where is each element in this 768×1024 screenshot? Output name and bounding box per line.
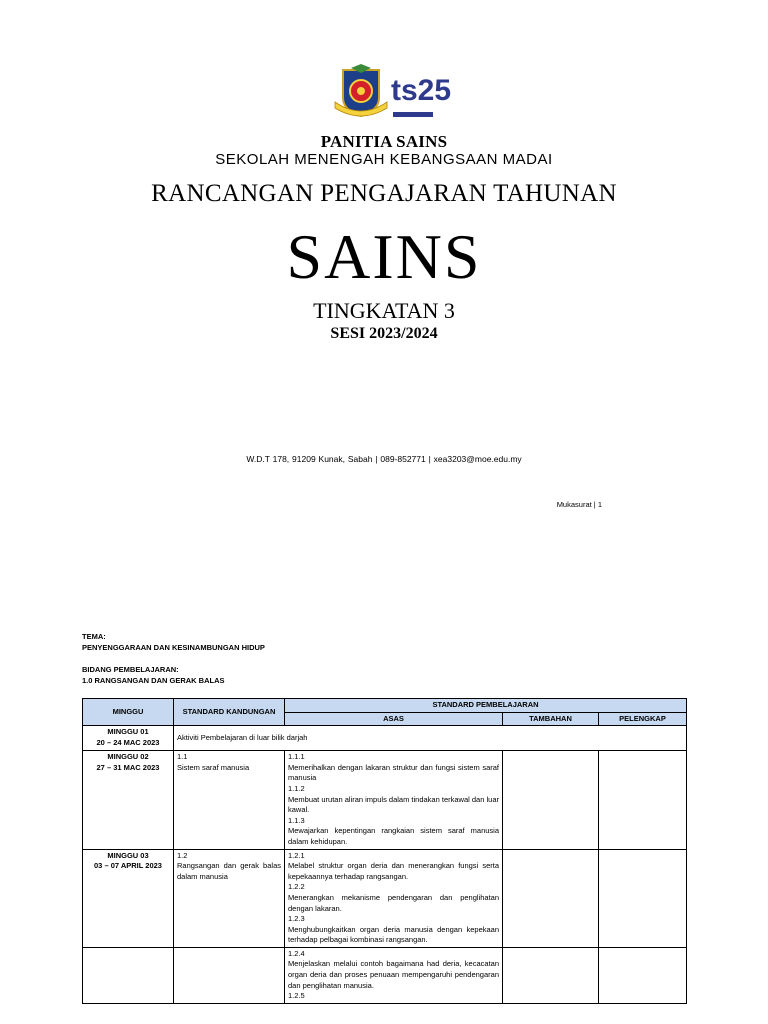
sp-text: Menghubungkaitkan organ deria manusia dengan kepekaan terhadap pelbagai kombinasi rangsangan. (288, 924, 499, 945)
table-row (83, 947, 687, 1003)
session: SESI 2023/2024 (330, 325, 438, 342)
subject-title: SAINS (286, 221, 482, 292)
asas-cell (285, 751, 503, 849)
plan-title: RANCANGAN PENGAJARAN TAHUNAN (151, 180, 617, 207)
week-cell (83, 726, 174, 751)
header-tambahan: TAMBAHAN (503, 712, 599, 726)
sk-text: Rangsangan dan gerak balas dalam manusia (177, 861, 281, 881)
header-asas: ASAS (285, 712, 503, 726)
bidang-value: 1.0 RANGSANGAN DAN GERAK BALAS (82, 676, 225, 685)
sp-text: Menjelaskan melalui contoh bagaimana had deria, kecacatan organ deria dan proses penuaan mempengaruhi pendengaran dan penglihatan manusia. (288, 959, 499, 990)
tambahan-cell (503, 751, 599, 849)
tema-block (82, 631, 265, 653)
contact-info: W.D.T 178, 91209 Kunak, Sabah | 089-852771 | xea3203@moe.edu.my (246, 454, 522, 464)
sp-code: 1.2.1 (288, 850, 305, 860)
week-label: MINGGU 03 (107, 850, 149, 860)
activity-cell: Aktiviti Pembelajaran di luar bilik darjah (174, 726, 687, 751)
org-name: PANITIA SAINS (320, 132, 448, 151)
tema-value: PENYENGGARAAN DAN KESINAMBUNGAN HIDUP (82, 643, 265, 652)
week-label: MINGGU 02 (107, 752, 149, 762)
week-dates: 20 – 24 MAC 2023 (96, 737, 160, 747)
header-pelengkap: PELENGKAP (599, 712, 687, 726)
table-row (83, 726, 687, 751)
asas-cell (285, 947, 503, 1003)
sp-text: Melabel struktur organ deria dan menerangkan fungsi serta kepekaannya terhadap rangsangan. (288, 861, 499, 881)
bidang-label: BIDANG PEMBELAJARAN: (82, 665, 179, 674)
week-dates: 27 – 31 MAC 2023 (96, 762, 160, 772)
pelengkap-cell (599, 849, 687, 947)
sk-code: 1.2 (177, 850, 188, 860)
header-logos (333, 64, 452, 120)
table-row (83, 751, 687, 849)
week-label: MINGGU 01 (107, 727, 149, 737)
tema-label: TEMA: (82, 632, 106, 641)
week-cell (83, 849, 174, 947)
sp-code: 1.2.4 (288, 948, 305, 958)
page-number: Mukasurat | 1 (556, 500, 602, 509)
tambahan-cell (503, 947, 599, 1003)
bidang-block (82, 664, 225, 686)
standard-kandungan-cell (174, 849, 285, 947)
sp-code: 1.2.3 (288, 914, 305, 924)
table-row (83, 849, 687, 947)
sp-code: 1.1.1 (288, 752, 305, 762)
form-level: TINGKATAN 3 (313, 298, 455, 323)
school-name: SEKOLAH MENENGAH KEBANGSAAN MADAI (215, 151, 553, 168)
header-standard-pembelajaran: STANDARD PEMBELAJARAN (285, 699, 687, 713)
header-minggu: MINGGU (83, 699, 174, 726)
sk-text: Sistem saraf manusia (177, 762, 250, 772)
week-cell (83, 947, 174, 1003)
sp-text: Memerihalkan dengan lakaran struktur dan fungsi sistem saraf manusia (288, 762, 499, 783)
week-dates: 03 – 07 APRIL 2023 (94, 861, 162, 871)
ts25-logo-icon (389, 68, 451, 117)
sp-text: Membuat urutan aliran impuls dalam tindakan terkawal dan luar kawal. (288, 794, 499, 815)
sp-code: 1.2.5 (288, 991, 305, 1001)
sp-code: 1.1.2 (288, 783, 305, 793)
pelengkap-cell (599, 947, 687, 1003)
week-cell (83, 751, 174, 849)
standard-kandungan-cell (174, 751, 285, 849)
header-standard-kandungan: STANDARD KANDUNGAN (174, 699, 285, 726)
sk-code: 1.1 (177, 752, 188, 762)
sp-code: 1.1.3 (288, 815, 305, 825)
school-crest-icon (335, 64, 387, 116)
plan-table (82, 698, 687, 1004)
pelengkap-cell (599, 751, 687, 849)
sp-text: Mewajarkan kepentingan rangkaian sistem saraf manusia dalam kehidupan. (288, 826, 499, 846)
sp-text: Menerangkan mekanisme pendengaran dan penglihatan dengan lakaran. (288, 892, 499, 913)
asas-cell (285, 849, 503, 947)
sp-code: 1.2.2 (288, 882, 305, 892)
standard-kandungan-cell (174, 947, 285, 1003)
tambahan-cell (503, 849, 599, 947)
svg-text:ts25: ts25 (391, 74, 452, 107)
